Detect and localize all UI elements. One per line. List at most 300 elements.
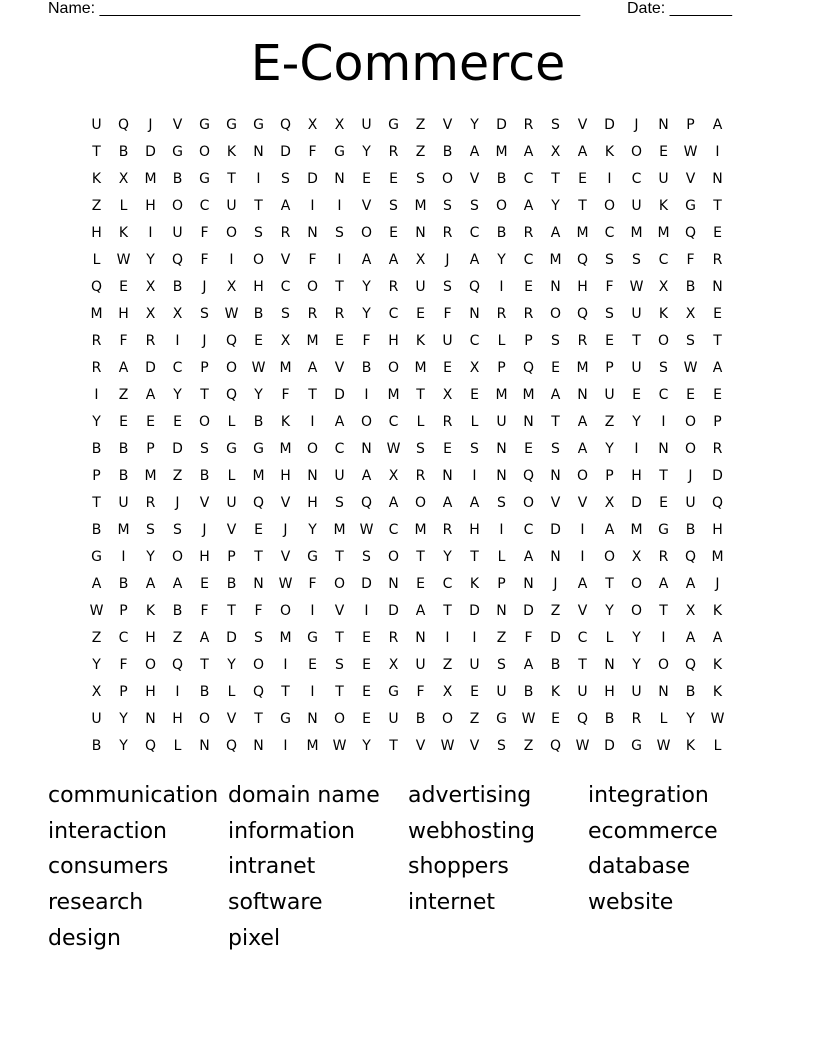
grid-letter: M xyxy=(279,630,292,646)
grid-letter: S xyxy=(443,198,452,214)
grid-letter: H xyxy=(388,333,399,349)
grid-letter: Q xyxy=(171,252,184,268)
grid-letter: O xyxy=(495,198,508,214)
grid-letter: G xyxy=(172,144,183,160)
grid-letter: A xyxy=(523,198,534,214)
grid-letter: U xyxy=(631,684,642,700)
grid-letter: Q xyxy=(225,387,238,403)
grid-letter: E xyxy=(362,711,371,727)
grid-letter: K xyxy=(712,603,723,619)
grid-letter: X xyxy=(631,549,642,565)
grid-letter: V xyxy=(685,171,696,187)
grid-letter: F xyxy=(362,333,371,349)
grid-letter: A xyxy=(523,549,534,565)
word-list-item: pixel xyxy=(228,925,281,951)
grid-letter: X xyxy=(388,657,399,673)
grid-letter: D xyxy=(361,576,372,592)
grid-letter: P xyxy=(686,117,695,133)
grid-letter: B xyxy=(496,171,507,187)
grid-letter: P xyxy=(200,360,209,376)
grid-letter: Z xyxy=(496,630,507,646)
grid-letter: T xyxy=(335,684,344,700)
grid-letter: E xyxy=(200,576,209,592)
grid-letter: A xyxy=(577,144,588,160)
grid-letter: Z xyxy=(415,117,426,133)
grid-letter: M xyxy=(414,360,427,376)
grid-letter: Q xyxy=(90,279,103,295)
grid-letter: M xyxy=(576,360,589,376)
grid-letter: S xyxy=(497,657,506,673)
grid-letter: X xyxy=(685,306,696,322)
grid-letter: O xyxy=(630,144,643,160)
grid-letter: W xyxy=(683,144,698,160)
grid-row xyxy=(83,112,733,139)
grid-letter: G xyxy=(334,144,345,160)
grid-letter: K xyxy=(469,576,480,592)
grid-letter: G xyxy=(280,711,291,727)
grid-letter: R xyxy=(631,711,642,727)
grid-letter: O xyxy=(198,711,211,727)
grid-letter: V xyxy=(577,495,588,511)
grid-letter: N xyxy=(388,576,399,592)
grid-letter: X xyxy=(145,279,156,295)
grid-letter: T xyxy=(389,738,398,754)
grid-letter: A xyxy=(118,360,129,376)
grid-letter: E xyxy=(551,360,560,376)
grid-letter: F xyxy=(524,630,533,646)
grid-letter: J xyxy=(553,576,558,592)
grid-letter: D xyxy=(145,144,156,160)
grid-letter: Y xyxy=(254,387,263,403)
grid-letter: M xyxy=(549,252,562,268)
grid-letter: B xyxy=(118,144,129,160)
grid-letter: I xyxy=(337,198,342,214)
grid-letter: N xyxy=(415,630,426,646)
grid-letter: V xyxy=(442,117,453,133)
grid-row xyxy=(83,328,733,355)
word-list-item: webhosting xyxy=(408,818,536,844)
grid-letter: N xyxy=(712,171,723,187)
grid-letter: G xyxy=(307,630,318,646)
grid-letter: Y xyxy=(470,117,479,133)
grid-letter: D xyxy=(388,603,399,619)
grid-letter: C xyxy=(604,225,615,241)
grid-letter: L xyxy=(659,711,668,727)
grid-letter: E xyxy=(443,441,452,457)
grid-letter: A xyxy=(172,576,183,592)
grid-letter: T xyxy=(200,657,209,673)
grid-row xyxy=(83,625,733,652)
grid-letter: K xyxy=(658,306,669,322)
grid-letter: M xyxy=(252,468,265,484)
grid-letter: T xyxy=(659,603,668,619)
grid-letter: S xyxy=(470,198,479,214)
grid-letter: F xyxy=(416,684,425,700)
grid-letter: B xyxy=(226,576,237,592)
grid-letter: C xyxy=(388,414,399,430)
grid-letter: I xyxy=(283,657,288,673)
grid-letter: Y xyxy=(173,387,182,403)
grid-row xyxy=(83,544,733,571)
grid-letter: N xyxy=(658,684,669,700)
word-list-item: consumers xyxy=(48,854,169,880)
grid-letter: Y xyxy=(632,630,641,646)
grid-letter: W xyxy=(278,576,293,592)
grid-letter: J xyxy=(445,252,450,268)
grid-letter: E xyxy=(416,576,425,592)
grid-letter: V xyxy=(577,603,588,619)
grid-letter: Y xyxy=(308,522,317,538)
grid-letter: A xyxy=(388,495,399,511)
grid-row xyxy=(83,166,733,193)
grid-letter: O xyxy=(414,495,427,511)
grid-letter: K xyxy=(415,333,426,349)
grid-letter: O xyxy=(225,360,238,376)
grid-row xyxy=(83,301,733,328)
grid-letter: C xyxy=(523,171,534,187)
grid-letter: R xyxy=(307,306,318,322)
grid-letter: T xyxy=(200,387,209,403)
grid-letter: E xyxy=(470,387,479,403)
grid-letter: Y xyxy=(362,279,371,295)
grid-letter: M xyxy=(522,387,535,403)
grid-letter: A xyxy=(577,441,588,457)
grid-letter: K xyxy=(712,684,723,700)
grid-letter: G xyxy=(631,738,642,754)
grid-letter: K xyxy=(685,738,696,754)
grid-letter: P xyxy=(605,468,614,484)
word-list-item: website xyxy=(588,890,674,916)
grid-letter: X xyxy=(172,306,183,322)
grid-letter: Q xyxy=(522,468,535,484)
grid-letter: O xyxy=(630,576,643,592)
grid-letter: E xyxy=(389,225,398,241)
grid-letter: S xyxy=(497,495,506,511)
grid-letter: I xyxy=(148,225,153,241)
grid-letter: F xyxy=(200,252,209,268)
grid-letter: T xyxy=(254,549,263,565)
grid-letter: Z xyxy=(91,630,102,646)
grid-letter: U xyxy=(496,414,507,430)
grid-letter: E xyxy=(362,657,371,673)
grid-letter: H xyxy=(577,279,588,295)
word-list-item: ecommerce xyxy=(588,818,718,844)
grid-letter: M xyxy=(495,144,508,160)
grid-letter: M xyxy=(117,522,130,538)
grid-letter: A xyxy=(604,522,615,538)
grid-letter: E xyxy=(173,414,182,430)
word-list-item: software xyxy=(228,890,323,916)
grid-letter: J xyxy=(715,576,720,592)
grid-letter: K xyxy=(91,171,102,187)
grid-letter: P xyxy=(524,333,533,349)
grid-letter: S xyxy=(281,306,290,322)
grid-letter: T xyxy=(335,279,344,295)
grid-letter: N xyxy=(307,225,318,241)
grid-row xyxy=(83,436,733,463)
grid-letter: V xyxy=(172,117,183,133)
grid-letter: O xyxy=(279,603,292,619)
grid-letter: G xyxy=(226,441,237,457)
grid-letter: Y xyxy=(686,711,695,727)
grid-letter: B xyxy=(415,711,426,727)
grid-letter: O xyxy=(198,144,211,160)
grid-letter: E xyxy=(119,279,128,295)
grid-letter: V xyxy=(415,738,426,754)
grid-letter: R xyxy=(280,225,291,241)
grid-letter: G xyxy=(226,117,237,133)
grid-letter: A xyxy=(334,414,345,430)
grid-letter: C xyxy=(118,630,129,646)
grid-letter: Q xyxy=(225,333,238,349)
grid-letter: Y xyxy=(632,657,641,673)
grid-letter: U xyxy=(334,468,345,484)
grid-letter: E xyxy=(362,684,371,700)
grid-letter: Z xyxy=(415,144,426,160)
grid-letter: U xyxy=(226,198,237,214)
grid-letter: N xyxy=(577,387,588,403)
grid-letter: C xyxy=(631,171,642,187)
grid-letter: F xyxy=(443,306,452,322)
grid-letter: Q xyxy=(549,738,562,754)
grid-letter: R xyxy=(523,225,534,241)
grid-letter: R xyxy=(712,252,723,268)
grid-letter: S xyxy=(389,198,398,214)
grid-letter: C xyxy=(280,279,291,295)
grid-letter: X xyxy=(442,684,453,700)
grid-letter: H xyxy=(145,198,156,214)
grid-letter: T xyxy=(92,144,101,160)
grid-letter: Q xyxy=(360,495,373,511)
grid-letter: T xyxy=(227,171,236,187)
grid-letter: W xyxy=(575,738,590,754)
grid-letter: I xyxy=(499,279,504,295)
grid-letter: B xyxy=(172,171,183,187)
grid-letter: O xyxy=(333,576,346,592)
grid-letter: D xyxy=(307,171,318,187)
grid-letter: S xyxy=(470,441,479,457)
grid-letter: V xyxy=(361,198,372,214)
grid-row xyxy=(83,409,733,436)
grid-letter: A xyxy=(712,360,723,376)
grid-letter: Q xyxy=(576,711,589,727)
grid-letter: E xyxy=(443,360,452,376)
grid-letter: D xyxy=(604,117,615,133)
grid-letter: E xyxy=(524,279,533,295)
grid-letter: O xyxy=(360,414,373,430)
grid-letter: E xyxy=(119,414,128,430)
grid-letter: N xyxy=(523,414,534,430)
grid-letter: P xyxy=(227,549,236,565)
grid-letter: N xyxy=(604,657,615,673)
grid-letter: O xyxy=(225,225,238,241)
grid-letter: U xyxy=(631,306,642,322)
grid-letter: C xyxy=(334,441,345,457)
grid-letter: I xyxy=(472,630,477,646)
name-field: Name: ______________________________________________________ xyxy=(48,0,581,17)
grid-letter: E xyxy=(254,522,263,538)
grid-letter: T xyxy=(281,684,290,700)
grid-letter: O xyxy=(360,225,373,241)
grid-letter: U xyxy=(631,360,642,376)
grid-letter: C xyxy=(388,522,399,538)
grid-letter: R xyxy=(442,414,453,430)
grid-letter: Z xyxy=(172,468,183,484)
grid-letter: J xyxy=(175,495,180,511)
grid-letter: N xyxy=(145,711,156,727)
grid-letter: B xyxy=(685,522,696,538)
word-list-item: internet xyxy=(408,890,495,916)
word-list-item: information xyxy=(228,818,355,844)
grid-letter: I xyxy=(607,171,612,187)
grid-letter: O xyxy=(684,441,697,457)
grid-letter: V xyxy=(280,549,291,565)
grid-letter: R xyxy=(523,117,534,133)
grid-letter: A xyxy=(577,414,588,430)
grid-letter: M xyxy=(576,225,589,241)
grid-letter: O xyxy=(333,711,346,727)
grid-letter: P xyxy=(92,468,101,484)
grid-letter: I xyxy=(310,198,315,214)
grid-letter: Y xyxy=(227,657,236,673)
grid-letter: K xyxy=(118,225,129,241)
grid-letter: J xyxy=(283,522,288,538)
grid-letter: L xyxy=(227,684,236,700)
grid-letter: A xyxy=(361,252,372,268)
grid-row xyxy=(83,139,733,166)
word-list-item: intranet xyxy=(228,854,316,880)
grid-letter: F xyxy=(119,333,128,349)
grid-letter: T xyxy=(713,333,722,349)
grid-letter: I xyxy=(229,252,234,268)
grid-letter: B xyxy=(91,522,102,538)
grid-letter: A xyxy=(685,630,696,646)
grid-letter: A xyxy=(577,576,588,592)
grid-letter: X xyxy=(334,117,345,133)
grid-letter: K xyxy=(226,144,237,160)
grid-letter: N xyxy=(253,144,264,160)
grid-letter: N xyxy=(658,117,669,133)
grid-letter: I xyxy=(337,252,342,268)
grid-letter: K xyxy=(145,603,156,619)
grid-letter: O xyxy=(306,441,319,457)
grid-letter: E xyxy=(335,333,344,349)
grid-letter: A xyxy=(442,495,453,511)
grid-letter: U xyxy=(361,117,372,133)
grid-letter: R xyxy=(442,522,453,538)
grid-letter: K xyxy=(712,657,723,673)
grid-letter: S xyxy=(659,360,668,376)
grid-letter: T xyxy=(416,387,425,403)
grid-letter: L xyxy=(119,198,128,214)
grid-letter: Q xyxy=(576,252,589,268)
grid-letter: U xyxy=(442,333,453,349)
grid-letter: D xyxy=(226,630,237,646)
grid-letter: Z xyxy=(604,414,615,430)
grid-letter: L xyxy=(92,252,101,268)
grid-letter: R xyxy=(523,306,534,322)
grid-row xyxy=(83,706,733,733)
grid-letter: L xyxy=(227,468,236,484)
grid-letter: B xyxy=(442,144,453,160)
grid-letter: E xyxy=(713,306,722,322)
grid-letter: I xyxy=(634,441,639,457)
grid-letter: S xyxy=(254,225,263,241)
grid-letter: Q xyxy=(252,495,265,511)
grid-letter: A xyxy=(712,630,723,646)
grid-letter: R xyxy=(334,306,345,322)
grid-letter: I xyxy=(499,522,504,538)
grid-letter: R xyxy=(388,144,399,160)
page-title: E-Commerce xyxy=(250,35,566,92)
grid-letter: Y xyxy=(92,657,101,673)
grid-letter: C xyxy=(442,576,453,592)
grid-letter: B xyxy=(172,603,183,619)
grid-letter: S xyxy=(146,522,155,538)
grid-row xyxy=(83,247,733,274)
grid-letter: X xyxy=(469,360,480,376)
grid-letter: U xyxy=(91,117,102,133)
grid-letter: W xyxy=(440,738,455,754)
grid-letter: Q xyxy=(225,738,238,754)
grid-letter: R xyxy=(145,495,156,511)
grid-letter: T xyxy=(416,549,425,565)
grid-letter: T xyxy=(551,414,560,430)
grid-letter: C xyxy=(469,225,480,241)
grid-letter: M xyxy=(414,522,427,538)
grid-row xyxy=(83,517,733,544)
grid-letter: B xyxy=(604,711,615,727)
grid-letter: V xyxy=(334,360,345,376)
grid-letter: R xyxy=(442,225,453,241)
grid-letter: V xyxy=(280,252,291,268)
grid-letter: H xyxy=(172,711,183,727)
grid-letter: I xyxy=(472,468,477,484)
grid-letter: V xyxy=(280,495,291,511)
grid-letter: L xyxy=(713,738,722,754)
grid-letter: M xyxy=(279,441,292,457)
grid-letter: I xyxy=(580,522,585,538)
grid-letter: O xyxy=(603,198,616,214)
grid-letter: A xyxy=(550,225,561,241)
grid-letter: B xyxy=(199,684,210,700)
grid-letter: I xyxy=(121,549,126,565)
grid-letter: R xyxy=(91,333,102,349)
grid-letter: A xyxy=(469,252,480,268)
grid-letter: L xyxy=(497,549,506,565)
grid-letter: E xyxy=(470,684,479,700)
grid-letter: Q xyxy=(252,684,265,700)
grid-letter: I xyxy=(580,549,585,565)
grid-letter: S xyxy=(497,738,506,754)
grid-letter: E xyxy=(578,171,587,187)
grid-letter: H xyxy=(307,495,318,511)
grid-letter: C xyxy=(523,252,534,268)
grid-letter: P xyxy=(713,414,722,430)
grid-letter: A xyxy=(685,576,696,592)
grid-letter: H xyxy=(199,549,210,565)
grid-letter: O xyxy=(657,657,670,673)
grid-letter: O xyxy=(171,549,184,565)
grid-letter: T xyxy=(335,630,344,646)
grid-letter: S xyxy=(335,225,344,241)
grid-letter: M xyxy=(306,738,319,754)
word-list-item: design xyxy=(48,925,121,951)
grid-letter: J xyxy=(202,522,207,538)
grid-letter: M xyxy=(306,333,319,349)
grid-letter: I xyxy=(310,414,315,430)
grid-letter: D xyxy=(469,603,480,619)
